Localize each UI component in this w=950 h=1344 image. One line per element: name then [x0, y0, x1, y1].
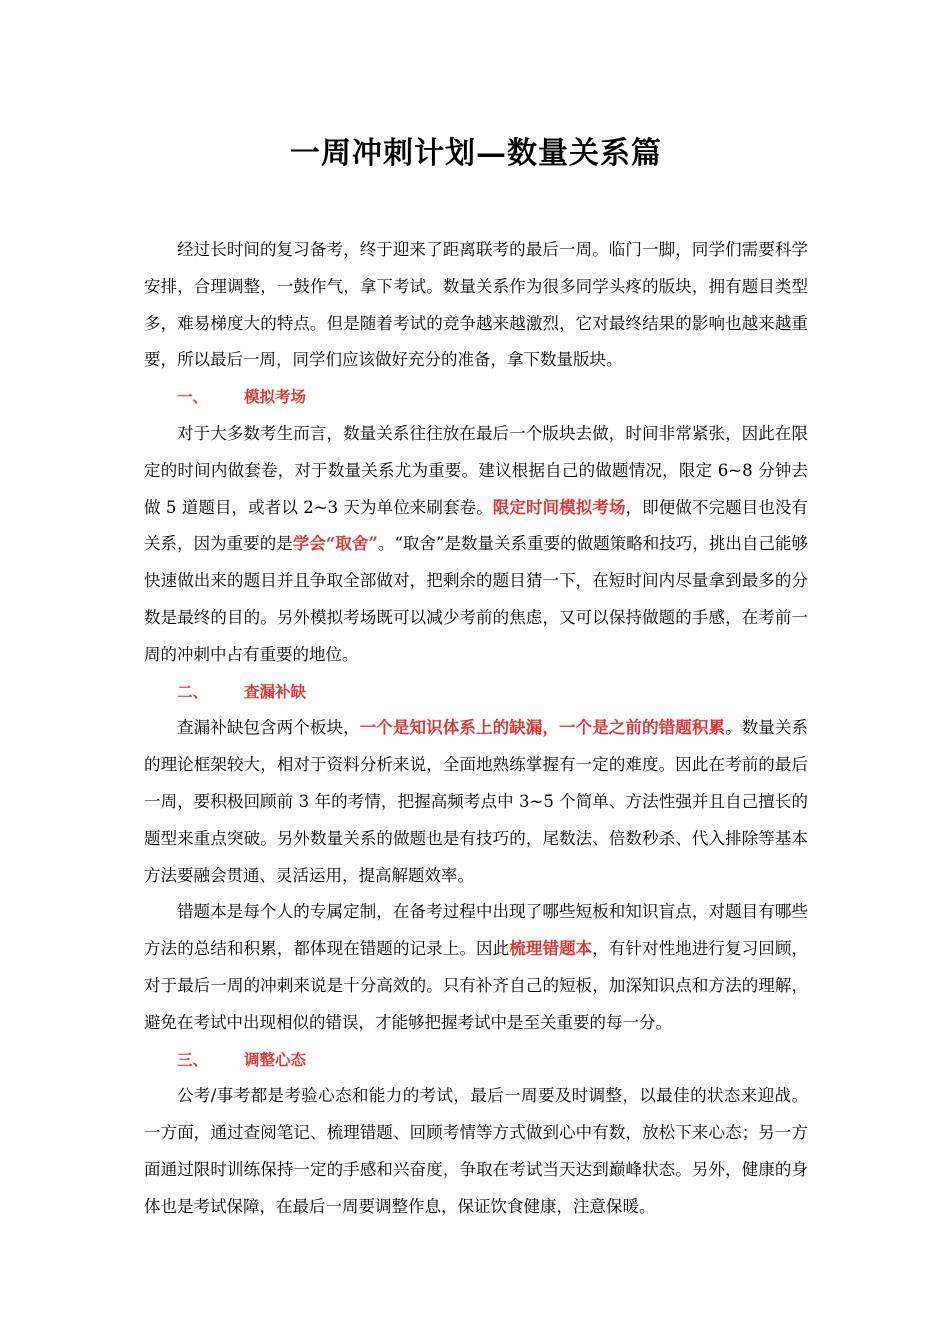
text-run: 对于大多数考生而言，数量关系往往放在最后一个版块去做，时间非常紧张，因此在限定的时间内做套卷，对于数量关系尤为重要。建议根据自己的做题情况，限定 6~8 分钟去做 5 道题目，或者以 2~3 天为单位来刷套卷。 [144, 423, 808, 517]
highlight-text: 限定时间模拟考场 [492, 497, 626, 517]
section-title-2: 查漏补缺 [244, 681, 307, 701]
section-heading-3 [144, 1042, 808, 1079]
section-1-paragraph [144, 416, 808, 674]
highlight-text: 一个是知识体系上的缺漏，一个是之前的错题积累 [359, 718, 726, 738]
highlight-text: 梳理错题本 [509, 939, 593, 959]
intro-paragraph: 经过长时间的复习备考，终于迎来了距离联考的最后一周。临门一脚，同学们需要科学安排，合理调整，一鼓作气，拿下考试。数量关系作为很多同学头疼的版块，拥有题目类型多，难易梯度大的特点。但是随着考试的竞争越来越激烈，它对最终结果的影响也越来越重要，所以最后一周，同学们应该做好充分的准备，拿下数量版块。 [144, 240, 808, 370]
section-number-2: 二、 [177, 681, 209, 701]
text-run: 查漏补缺包含两个板块， [177, 718, 360, 738]
document-page [144, 0, 808, 1226]
section-heading-1 [144, 379, 808, 416]
text-run: ，有针对性地进行复习回顾，对于最后一周的冲刺来说是十分高效的。只有补齐自己的短板，加深知识点和方法的理解，避免在考试中出现相似的错误，才能够把握考试中是至关重要的每一分。 [144, 939, 809, 1032]
section-number-3: 三、 [177, 1049, 209, 1069]
section-title-1: 模拟考场 [244, 387, 307, 407]
text-run: 错题本是每个人的专属定制，在备考过程中出现了哪些短板和知识盲点，对题目有哪些方法的总结和积累，都体现在错题的记录上。因此 [144, 902, 808, 959]
section-2-paragraph-1 [144, 710, 808, 894]
section-heading-2 [144, 674, 808, 711]
text-run: 。数量关系的理论框架较大，相对于资料分析来说，全面地熟练掌握有一定的难度。因此在考前的最后一周，要积极回顾前 3 年的考情，把握高频考点中 3~5 个简单、方法性强并且自己擅长的题型来重点突破。另外数量关系的做题也是有技巧的，尾数法、倍数秒杀、代入排除等基本方法要融会贯通、灵活运用，提高解题效率。 [144, 718, 809, 885]
section-2-paragraph-2 [144, 894, 808, 1041]
text-run: ，即便做不完题目也没有关系，因为重要的是 [144, 497, 809, 554]
highlight-text: 学会“取舍” [292, 534, 378, 554]
section-number-1: 一、 [177, 387, 209, 407]
section-3-paragraph: 公考/事考都是考验心态和能力的考试，最后一周要及时调整，以最佳的状态来迎战。一方面，通过查阅笔记、梳理错题、回顾考情等方式做到心中有数，放松下来心态；另一方面通过限时训练保持一定的手感和兴奋度，争取在考试当天达到巅峰状态。另外，健康的身体也是考试保障，在最后一周要调整作息，保证饮食健康，注意保暖。 [144, 1086, 808, 1216]
text-run: 。“取舍”是数量关系重要的做题策略和技巧，挑出自己能够快速做出来的题目并且争取全部做对，把剩余的题目猜一下，在短时间内尽量拿到最多的分数是最终的目的。另外模拟考场既可以减少考前的焦虑，又可以保持做题的手感，在考前一周的冲刺中占有重要的地位。 [144, 534, 809, 664]
document-title: 一周冲刺计划—数量关系篇 [290, 136, 662, 171]
document-body [144, 232, 808, 1226]
section-title-3: 调整心态 [244, 1049, 307, 1069]
